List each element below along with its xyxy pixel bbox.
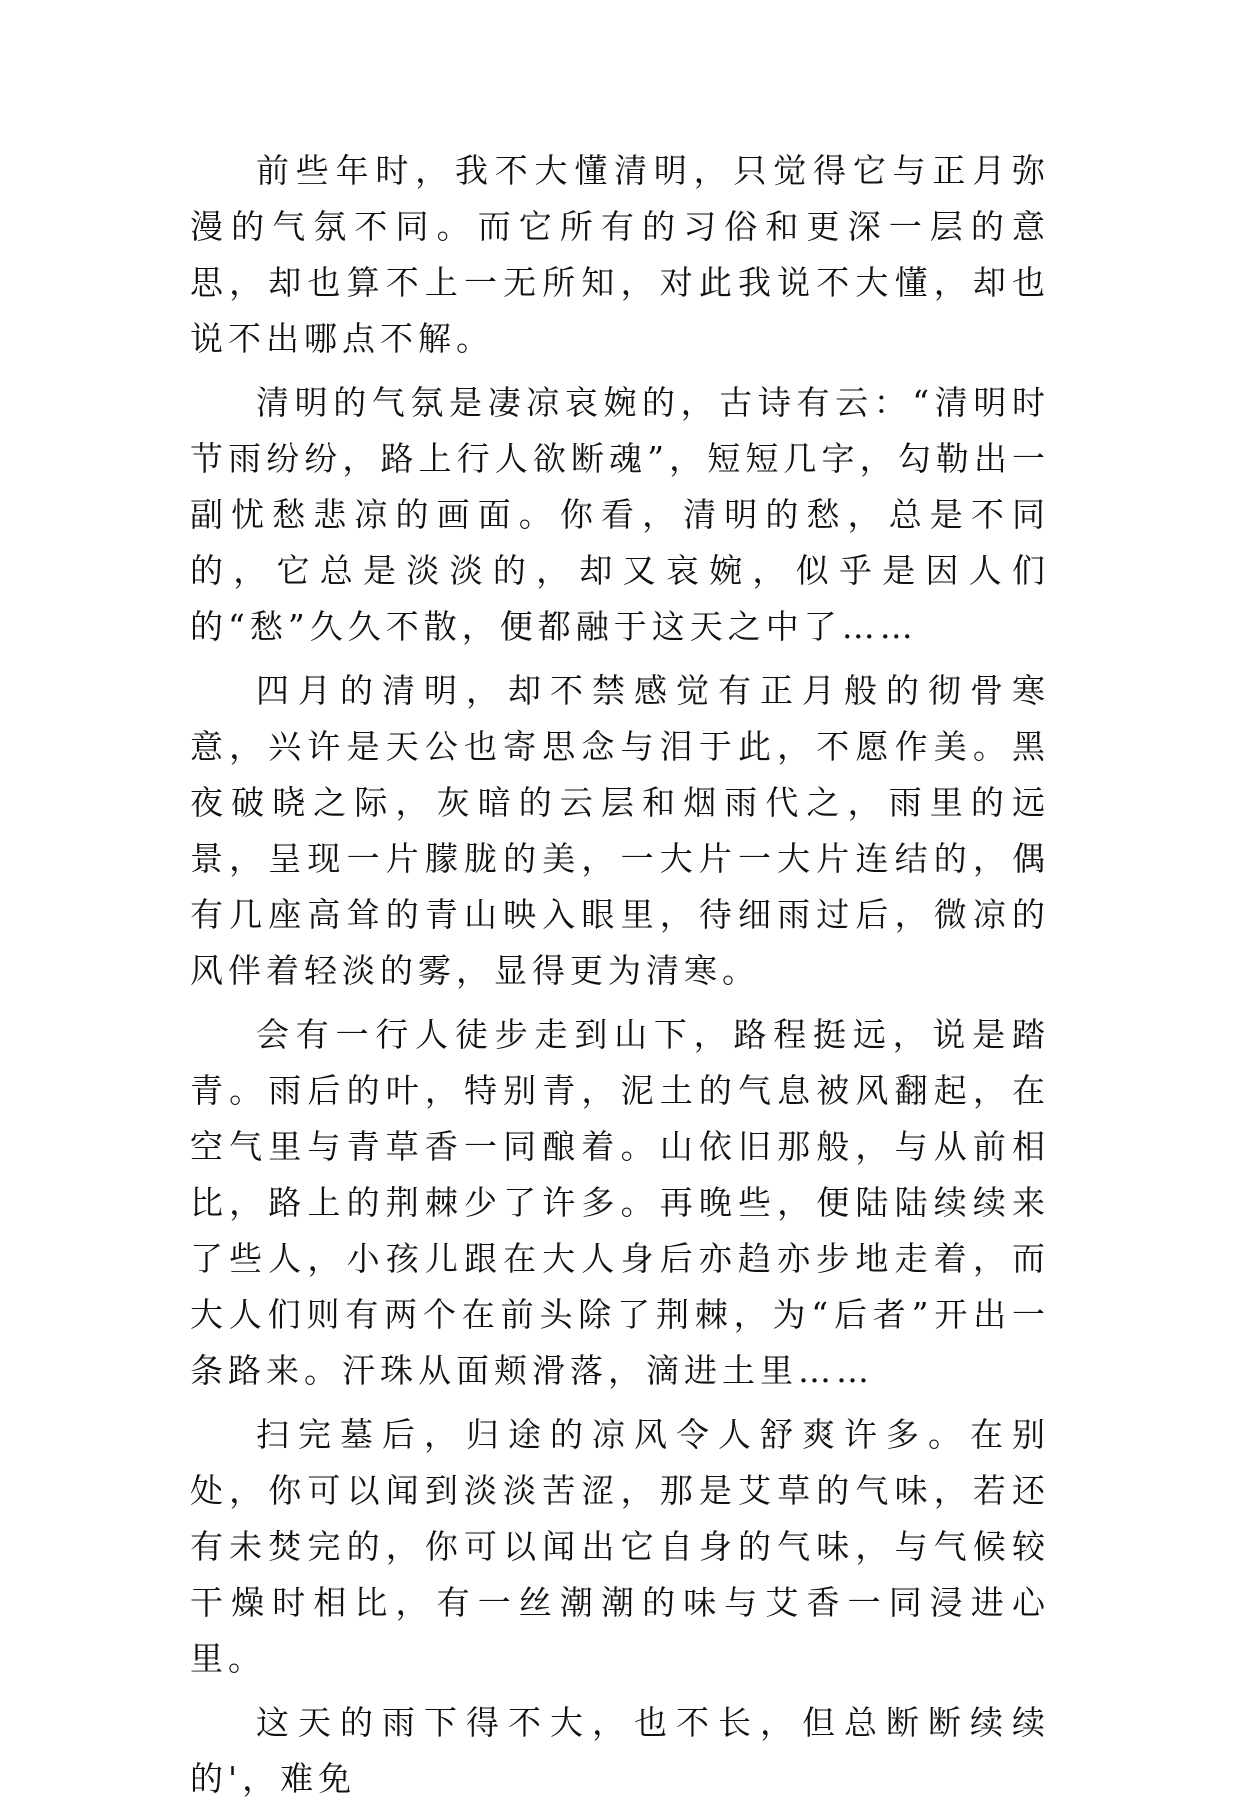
paragraph: 会有一行人徒步走到山下，路程挺远，说是踏青。雨后的叶，特别青，泥土的气息被风翻起，在空气里与青草香一同酿着。山依旧那般，与从前相比，路上的荆棘少了许多。再晚些，便陆陆续续来了些人，小孩儿跟在大人身后亦趋亦步地走着，而大人们则有两个在前头除了荆棘，为“后者”开出一条路来。汗珠从面颊滑落，滴进土里…… [190, 1015, 1050, 1390]
document-body [190, 143, 1050, 1815]
paragraph: 扫完墓后，归途的凉风令人舒爽许多。在别处，你可以闻到淡淡苦涩，那是艾草的气味，若还有未焚完的，你可以闻出它自身的气味，与气候较干燥时相比，有一丝潮潮的味与艾香一同浸进心里。 [190, 1415, 1050, 1678]
paragraph: 这天的雨下得不大，也不长，但总断断续续的'，难免 [190, 1703, 1050, 1798]
paragraph: 前些年时，我不大懂清明，只觉得它与正月弥漫的气氛不同。而它所有的习俗和更深一层的意思，却也算不上一无所知，对此我说不大懂，却也说不出哪点不解。 [190, 151, 1050, 358]
paragraph: 清明的气氛是凄凉哀婉的，古诗有云：“清明时节雨纷纷，路上行人欲断魂”，短短几字，勾勒出一副忧愁悲凉的画面。你看，清明的愁，总是不同的，它总是淡淡的，却又哀婉，似乎是因人们的“愁”久久不散，便都融于这天之中了…… [190, 383, 1050, 646]
paragraph: 四月的清明，却不禁感觉有正月般的彻骨寒意，兴许是天公也寄思念与泪于此，不愿作美。黑夜破晓之际，灰暗的云层和烟雨代之，雨里的远景，呈现一片朦胧的美，一大片一大片连结的，偶有几座高耸的青山映入眼里，待细雨过后，微凉的风伴着轻淡的雾，显得更为清寒。 [190, 671, 1050, 990]
